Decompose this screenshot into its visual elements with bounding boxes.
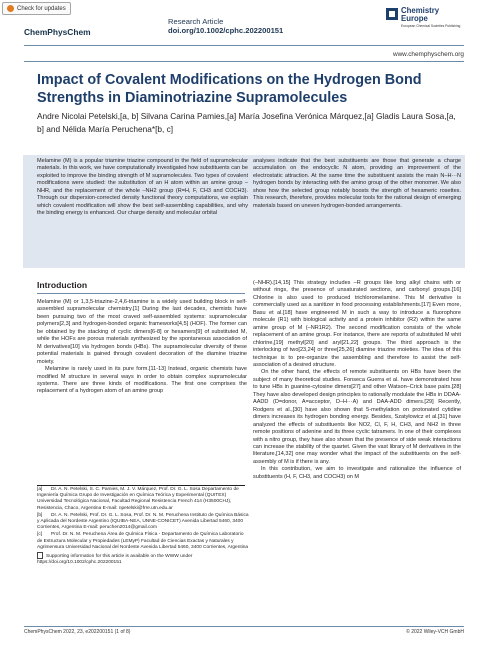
author-affiliations xyxy=(37,487,249,567)
intro-paragraph: Melamine (M) or 1,3,5-triazine-2,4,6-triamine is a widely used building block in self-assembled supramolecular chemistry.[1] During the last decades, chemists have been pursuing two of the most craved self-assembled systems: supramolecular polymers[2,3] and hydrogen-bonded organic frameworks[4,5] (HOF). The former can be obtained by the stacking of cyclic dimers[6-8] or hexamers[9] of substituted M, while the HOFs are porous materials synthesized by the spontaneous association of M derivatives[10] via hydrogen bonds (HBs). The supramolecular diversity of these potential materials is gained through covalent decoration of the diamine triazine moiety. xyxy=(37,299,247,365)
supporting-info-icon xyxy=(37,552,43,559)
journal-name: ChemPhysChem xyxy=(24,27,91,37)
footnote-item: [a] Dr. A. N. Petelski, S. C. Pamies, M. J. V. Márquez, Prof. Dr. G. L. Sosa Departamento de Ingeniería Química Grupo de Investigación en Química Teórica y Experimental (QUITEX) Universidad Tecnológica Nacional, Facultad Regional Resistencia French 414 (H3500CHJ), Resistencia, Chaco, Argentina E-mail: npetelski@frre.utn.edu.ar xyxy=(37,487,239,511)
section-rule xyxy=(37,293,245,294)
intro-paragraph: In this contribution, we aim to investigate and rationalize the influence of substituents (H, F, CH3, and COCH3) on M xyxy=(253,466,461,480)
abstract-left: Melamine (M) is a popular triamine triazine compound in the field of supramolecular materials. In this work, we have computationally investigated how substituents can be exploited to improve the binding strength of M supramolecules. Two types of covalent modifications were studied: the substitution of an H atom within an amine group –NHR, and the replacement of the whole –NH2 group (R=H, F, CH3 and COCH3). Through our dispersion-corrected density functional theory computations, we explain which covalent modification will show the best self-assembling capabilities, and why the binding energy is enhanced. Our charge density and molecular orbital xyxy=(37,158,248,217)
footer-divider xyxy=(24,626,464,627)
intro-paragraph: Melamine is rarely used in its pure form.[11-13] Instead, organic chemists have modified M structure in several ways in order to obtain complex supramolecular systems. There are three kinds of modifications. The first one comprises the replacement of a hydrogen atom of an amine group xyxy=(37,366,247,395)
chemistry-europe-logo-icon xyxy=(386,8,398,20)
footnote-item: [c] Prof. Dr. N. M. Peruchena Área de Química Física - Departamento de Química Laboratorio de Estructura Molecular y Propiedades (LEMyP) Facultad de Ciencias Exactas y Naturales y Agrimensura Universidad Nacional del Nordeste Avenida Libertad 5460, 3400 Corrientes, Argentina xyxy=(37,532,249,550)
journal-website[interactable]: www.chemphyschem.org xyxy=(392,51,464,58)
footnote-item: [b] Dr. A. N. Petelski, Prof. Dr. G. L. Sosa, Prof. Dr. N. M. Peruchena Instituto de Química Básica y Aplicada del Nordeste Argentino (IQUIBA-NEA, UNNE-CONICET) Avenida Libertad 5460, 3400 Corrientes, Argentina E-mail: peruchen2014@gmail.com xyxy=(37,512,249,531)
section-heading-introduction: Introduction xyxy=(37,280,88,290)
publisher-tagline: European Chemical Societies Publishing xyxy=(401,24,461,28)
check-updates-label: Check for updates xyxy=(17,5,66,12)
footer-copyright: © 2022 Wiley-VCH GmbH xyxy=(406,629,464,635)
check-for-updates-button[interactable] xyxy=(2,2,71,15)
intro-paragraph: On the other hand, the effects of remote substituents on HBs have been the subject of many theoretical studies. Fonseca Guerra et al. have demonstrated how to tune HBs in guanine-cytosine dimers[27] and other Watson–Crick base pairs.[28] They have also developed design principles to rationally modulate the HBs in DDAA-AADD (D=donor, A=acceptor, D–H···A) and DAA-ADD dimers.[29] Recently, Rodgers et al.,[30] have also shown that 5-methylation on protonated cytidine dimers increases its hydrogen bonding energy. Besides, Szatyłowicz et al.[31] have analyzed the effects of substituents like NO2, Cl, F, H, CH3, and NH2 in three remote positions of adenine and its three cyclic tatramers. In one of their complexes with a nitro group, they have also shown that the presence of side weak interactions can increase the stability of the quartet. Given the vast library of M derivatives in the literature,[14,32] one may wonder what the impact of the substituents on the self-assembly of M is if there is any. xyxy=(253,369,461,465)
intro-right-column xyxy=(253,280,461,481)
article-title: Impact of Covalent Modifications on the Hydrogen Bond Strengths in Diaminotriazine Supramolecules xyxy=(37,72,422,106)
article-type: Research Article xyxy=(168,17,224,26)
title-divider xyxy=(24,61,464,62)
intro-left-column xyxy=(37,299,247,396)
author-list: Andre Nicolai Petelski,[a, b] Silvana Carina Pamies,[a] María Josefina Verónica Márquez,[a] Gladis Laura Sosa,[a, b] and Nélida María Peruchena*[b, c] xyxy=(37,111,456,134)
article-header xyxy=(168,17,283,36)
footer-citation: ChemPhysChem 2022, 23, e202200151 (1 of 8) xyxy=(24,629,131,635)
supporting-info[interactable]: Supporting information for this article is available on the WWW under https://doi.org/10.1002/cphc.202200151 xyxy=(37,553,193,565)
intro-paragraph: (–NHR).[14,15] This strategy includes –R groups like long alkyl chains with or without rings, the presence of unsaturated sections, and carbonyl groups.[16] Chlorine is also used to produced trichloromelamine. This M derivative is commercially used as a sanitizer in food processing establishments.[17] Even more, Basu et al.[18] have engineered M in such a way to introduce a fluorophore molecule (R1) with biological activity and a protein inhibitor (R2) within the same amine group of M (–NR1R2). The second modification consists of the whole replacement of an amine group. For instance, there are reports of substituted M whit chlorine,[19] methyl[20] and aryl[21,22] groups. The third approach is the interlocking of two[23,24] or three[25,26] diamine triazine moieties. The idea of this technique is to pre-organize the assembling and therefore to assist the self-association of a desired structure. xyxy=(253,280,461,368)
update-icon xyxy=(7,5,14,12)
publisher-name: Chemistry Europe xyxy=(401,6,440,23)
footnote-rule xyxy=(37,485,245,486)
header-divider xyxy=(24,45,464,46)
article-doi[interactable]: doi.org/10.1002/cphc.202200151 xyxy=(168,26,284,36)
abstract-right: analyses indicate that the best substituents are those that generate a charge accumulation on the endocyclic N atom, providing an improvement of the electrostatic attraction. At the same time the substituent assists the main N–H···N hydrogen bonds by interacting with the amino group of the other monomer. We also show how the selected group notably boosts the strength of hexameric rosettes. This research, therefore, provides molecular tools for the rational design of emerging materials based on uneven hydrogen-bonded arrangements. xyxy=(253,158,461,209)
